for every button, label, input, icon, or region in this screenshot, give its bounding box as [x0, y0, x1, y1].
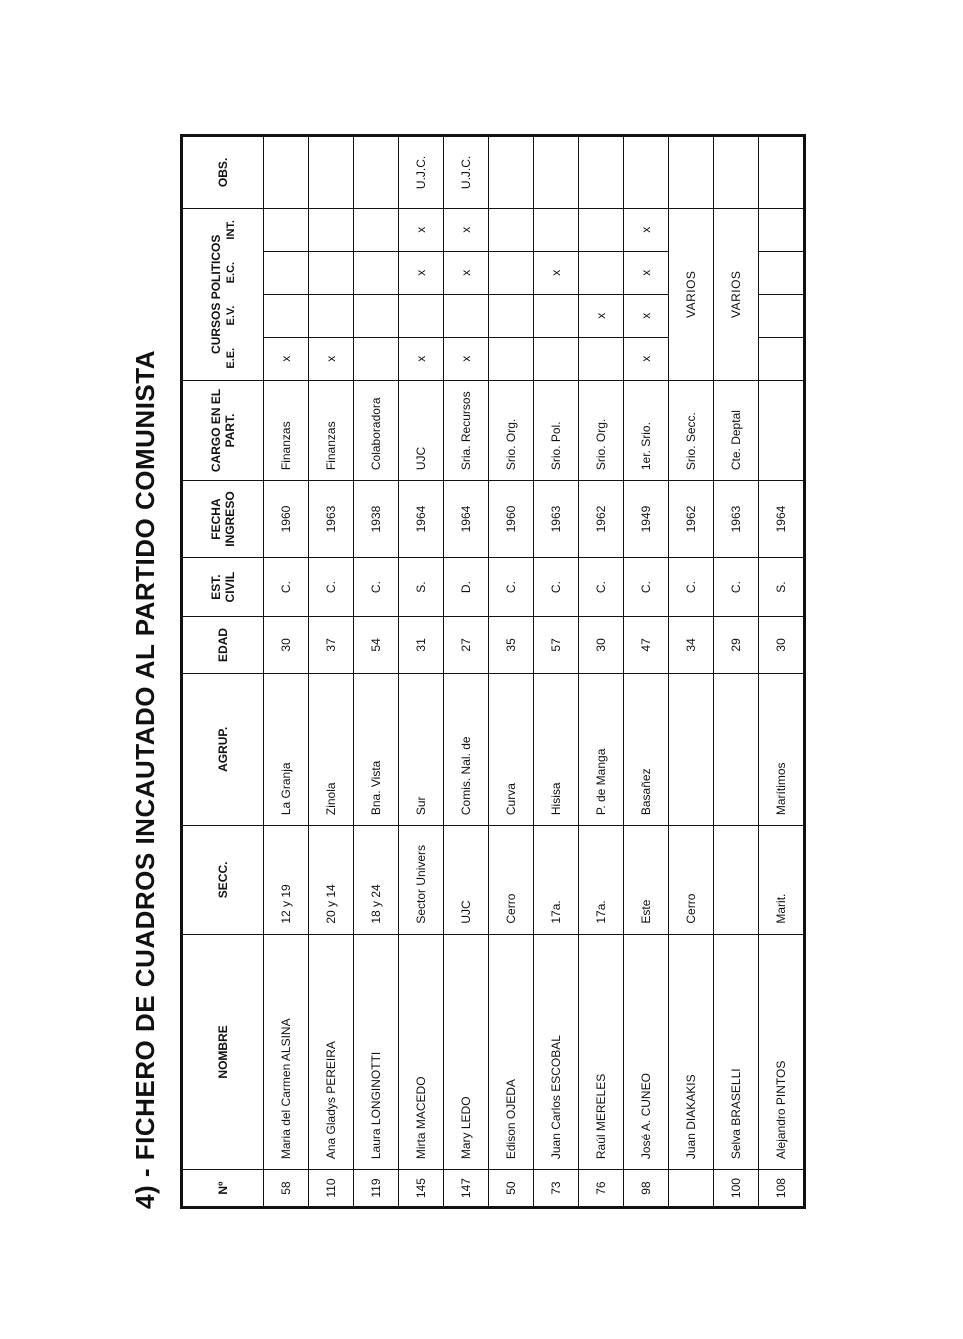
row-est-civil: C.: [534, 557, 579, 616]
row-agrup: Basañez: [624, 673, 669, 826]
row-obs: [534, 136, 579, 209]
row-curso-ec: x: [534, 251, 579, 294]
row-curso-int: [579, 208, 624, 251]
cadres-table: [180, 134, 806, 1209]
row-cursos-varios: VARIOS: [669, 208, 714, 380]
row-curso-ec: [264, 251, 309, 294]
row-curso-ec: x: [624, 251, 669, 294]
row-secc: 17a.: [534, 826, 579, 935]
row-secc: Marit.: [759, 826, 805, 935]
table-row: [399, 136, 444, 1208]
table-row: [489, 136, 534, 1208]
row-agrup: [669, 673, 714, 826]
row-fecha: 1938: [354, 481, 399, 558]
row-curso-ev: [399, 294, 444, 337]
row-nombre: Mary LEDO: [444, 934, 489, 1169]
row-curso-ev: [759, 294, 805, 337]
row-est-civil: C.: [309, 557, 354, 616]
row-num: 110: [309, 1170, 354, 1208]
row-curso-ee: x: [264, 337, 309, 380]
header-cargo: CARGO EN EL PART.: [182, 380, 264, 480]
row-curso-ee: x: [309, 337, 354, 380]
row-num: 100: [714, 1170, 759, 1208]
row-curso-ev: [264, 294, 309, 337]
row-curso-ev: [354, 294, 399, 337]
row-agrup: Hisisa: [534, 673, 579, 826]
table-row: [309, 136, 354, 1208]
row-curso-ev: x: [579, 294, 624, 337]
row-num: [669, 1170, 714, 1208]
row-obs: U.J.C.: [444, 136, 489, 209]
row-nombre: José A. CUNEO: [624, 934, 669, 1169]
rotated-document-sheet: [130, 134, 805, 1209]
row-obs: [354, 136, 399, 209]
row-est-civil: C.: [354, 557, 399, 616]
header-fecha-ingreso: FECHA INGRESO: [182, 481, 264, 558]
row-edad: 31: [399, 617, 444, 673]
row-cargo: Finanzas: [309, 380, 354, 480]
header-cursos-label: CURSOS POLITICOS: [209, 234, 223, 354]
row-curso-int: x: [399, 208, 444, 251]
row-curso-ee: [759, 337, 805, 380]
row-cargo: Finanzas: [264, 380, 309, 480]
row-curso-int: [354, 208, 399, 251]
row-edad: 34: [669, 617, 714, 673]
row-num: 98: [624, 1170, 669, 1208]
row-curso-ee: x: [444, 337, 489, 380]
table-row: [579, 136, 624, 1208]
header-nombre: NOMBRE: [182, 934, 264, 1169]
row-secc: Cerro: [489, 826, 534, 935]
row-obs: [264, 136, 309, 209]
row-curso-int: x: [624, 208, 669, 251]
row-secc: 17a.: [579, 826, 624, 935]
row-edad: 30: [759, 617, 805, 673]
row-fecha: 1962: [579, 481, 624, 558]
row-secc: 18 y 24: [354, 826, 399, 935]
row-num: 147: [444, 1170, 489, 1208]
row-curso-ee: [354, 337, 399, 380]
row-est-civil: D.: [444, 557, 489, 616]
row-est-civil: C.: [264, 557, 309, 616]
row-curso-ee: [534, 337, 579, 380]
row-secc: 12 y 19: [264, 826, 309, 935]
row-fecha: 1949: [624, 481, 669, 558]
row-fecha: 1963: [534, 481, 579, 558]
row-cargo: Sria. Recursos: [444, 380, 489, 480]
row-nombre: Juan DIAKAKIS: [669, 934, 714, 1169]
row-curso-int: [309, 208, 354, 251]
table-row: [264, 136, 309, 1208]
table-row: [624, 136, 669, 1208]
row-curso-ec: [579, 251, 624, 294]
row-edad: 29: [714, 617, 759, 673]
row-curso-ec: [759, 251, 805, 294]
row-num: 119: [354, 1170, 399, 1208]
row-nombre: Maria del Carmen ALSINA: [264, 934, 309, 1169]
row-curso-ev: [534, 294, 579, 337]
row-secc: 20 y 14: [309, 826, 354, 935]
row-obs: [759, 136, 805, 209]
row-est-civil: C.: [669, 557, 714, 616]
row-secc: Cerro: [669, 826, 714, 935]
row-num: 145: [399, 1170, 444, 1208]
row-curso-ee: [489, 337, 534, 380]
row-fecha: 1963: [309, 481, 354, 558]
row-cargo: Cte. Deptal: [714, 380, 759, 480]
row-cargo: Srio. Secc.: [669, 380, 714, 480]
row-curso-ev: x: [624, 294, 669, 337]
row-cargo: UJC: [399, 380, 444, 480]
row-agrup: Curva: [489, 673, 534, 826]
row-curso-ec: [354, 251, 399, 294]
row-fecha: 1964: [759, 481, 805, 558]
row-edad: 30: [264, 617, 309, 673]
row-est-civil: C.: [714, 557, 759, 616]
row-est-civil: S.: [399, 557, 444, 616]
header-cursos-ee: E.E.: [225, 347, 237, 369]
table-row: [354, 136, 399, 1208]
row-edad: 57: [534, 617, 579, 673]
header-obs: OBS.: [182, 136, 264, 209]
row-obs: [309, 136, 354, 209]
row-nombre: Juan Carlos ESCOBAL: [534, 934, 579, 1169]
row-fecha: 1962: [669, 481, 714, 558]
row-nombre: Ana Gladys PEREIRA: [309, 934, 354, 1169]
row-cargo: Srio. Pol.: [534, 380, 579, 480]
row-curso-ec: [309, 251, 354, 294]
row-num: 73: [534, 1170, 579, 1208]
row-edad: 47: [624, 617, 669, 673]
row-curso-int: [489, 208, 534, 251]
row-fecha: 1964: [444, 481, 489, 558]
table-header: [182, 136, 264, 1208]
row-edad: 30: [579, 617, 624, 673]
header-cursos-sub: [225, 209, 237, 380]
row-agrup: Bna. Vista: [354, 673, 399, 826]
row-fecha: 1964: [399, 481, 444, 558]
row-cursos-varios: VARIOS: [714, 208, 759, 380]
row-obs: [579, 136, 624, 209]
row-agrup: Marítimos: [759, 673, 805, 826]
row-agrup: Sur: [399, 673, 444, 826]
row-curso-ev: [444, 294, 489, 337]
row-fecha: 1960: [264, 481, 309, 558]
row-nombre: Selva BRASELLI: [714, 934, 759, 1169]
row-cargo: Srio. Org.: [489, 380, 534, 480]
row-nombre: Laura LONGINOTTI: [354, 934, 399, 1169]
row-curso-int: [264, 208, 309, 251]
table-row: [444, 136, 489, 1208]
row-curso-int: [534, 208, 579, 251]
row-edad: 54: [354, 617, 399, 673]
row-num: 58: [264, 1170, 309, 1208]
row-edad: 37: [309, 617, 354, 673]
header-est-civil: EST. CIVIL: [182, 557, 264, 616]
row-secc: Este: [624, 826, 669, 935]
header-cursos-ev: E.V.: [225, 305, 237, 326]
row-agrup: La Granja: [264, 673, 309, 826]
row-curso-ec: x: [444, 251, 489, 294]
header-cursos-int: INT.: [225, 220, 237, 240]
row-fecha: 1963: [714, 481, 759, 558]
header-cursos-ec: E.C.: [225, 261, 237, 284]
row-obs: [714, 136, 759, 209]
header-edad: EDAD: [182, 617, 264, 673]
row-num: 108: [759, 1170, 805, 1208]
table-row: [714, 136, 759, 1208]
row-est-civil: S.: [759, 557, 805, 616]
row-secc: Sector Univers: [399, 826, 444, 935]
row-obs: [489, 136, 534, 209]
row-edad: 27: [444, 617, 489, 673]
header-cursos: [182, 208, 264, 380]
row-agrup: [714, 673, 759, 826]
row-cargo: [759, 380, 805, 480]
table-row: [534, 136, 579, 1208]
row-agrup: Comis. Nal. de: [444, 673, 489, 826]
row-curso-ev: [489, 294, 534, 337]
table-row: [669, 136, 714, 1208]
row-curso-ee: x: [399, 337, 444, 380]
table-body: [264, 136, 805, 1208]
row-obs: U.J.C.: [399, 136, 444, 209]
row-agrup: P. de Manga: [579, 673, 624, 826]
row-curso-int: [759, 208, 805, 251]
row-secc: [714, 826, 759, 935]
row-agrup: Zinola: [309, 673, 354, 826]
row-curso-int: x: [444, 208, 489, 251]
row-nombre: Edison OJEDA: [489, 934, 534, 1169]
row-cargo: Colaboradora: [354, 380, 399, 480]
row-cargo: 1er. Srio.: [624, 380, 669, 480]
row-num: 76: [579, 1170, 624, 1208]
table-row: [759, 136, 805, 1208]
row-est-civil: C.: [489, 557, 534, 616]
header-num: Nº: [182, 1170, 264, 1208]
page-title: 4) - FICHERO DE CUADROS INCAUTADO AL PARTIDO COMUNISTA: [130, 350, 160, 1209]
row-curso-ee: x: [624, 337, 669, 380]
row-secc: UJC: [444, 826, 489, 935]
header-secc: SECC.: [182, 826, 264, 935]
row-curso-ee: [579, 337, 624, 380]
row-nombre: Raúl MERELES: [579, 934, 624, 1169]
header-agrup: AGRUP.: [182, 673, 264, 826]
row-num: 50: [489, 1170, 534, 1208]
row-nombre: Mirta MACEDO: [399, 934, 444, 1169]
row-cargo: Srio. Org.: [579, 380, 624, 480]
row-curso-ec: x: [399, 251, 444, 294]
row-edad: 35: [489, 617, 534, 673]
row-nombre: Alejandro PINTOS: [759, 934, 805, 1169]
row-curso-ev: [309, 294, 354, 337]
row-est-civil: C.: [624, 557, 669, 616]
row-obs: [669, 136, 714, 209]
row-fecha: 1960: [489, 481, 534, 558]
row-obs: [624, 136, 669, 209]
row-est-civil: C.: [579, 557, 624, 616]
row-curso-ec: [489, 251, 534, 294]
